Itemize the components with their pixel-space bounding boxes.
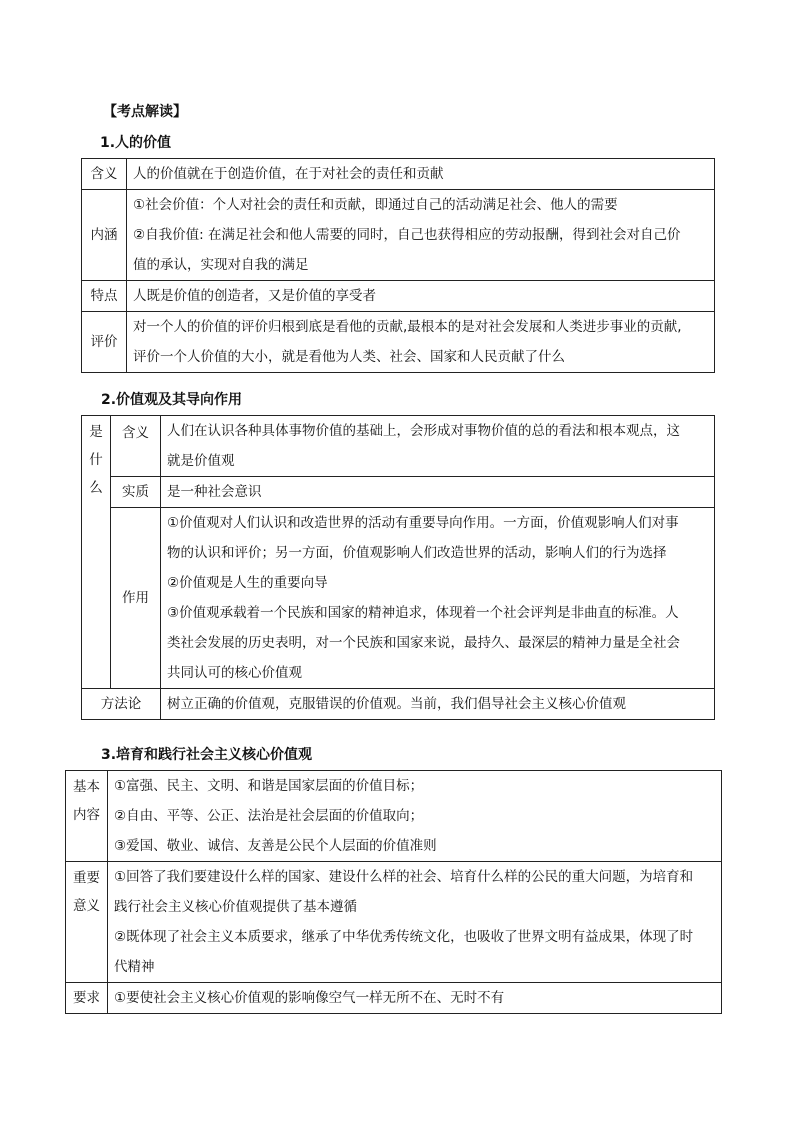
row-content [127, 281, 715, 312]
row-label: 特点 [82, 281, 127, 312]
row-label: 含义 [111, 416, 161, 477]
text-line: 对一个人的价值的评价归根到底是看他的贡献,最根本的是对社会发展和人类进步事业的贡献, [133, 319, 682, 335]
group-label-char: 么 [89, 480, 103, 496]
text-line: 人们在认识各种具体事物价值的基础上，会形成对事物价值的总的看法和根本观点，这 [167, 423, 680, 439]
row-label: 作用 [111, 508, 161, 689]
row-content [161, 477, 715, 508]
row-label-line: 要求 [73, 990, 100, 1006]
group-label-char: 是 [89, 424, 103, 440]
row-label-line: 基本 [73, 779, 100, 795]
text-line: ②自我价值: 在满足社会和他人需要的同时，自己也获得相应的劳动报酬，得到社会对自己价 [133, 227, 681, 243]
row-content [108, 983, 722, 1014]
row-label: 实质 [111, 477, 161, 508]
row-label [66, 983, 108, 1014]
table-row [82, 416, 715, 477]
row-label-line: 重要 [73, 870, 100, 886]
row-content [127, 190, 715, 281]
row-content [127, 159, 715, 190]
text-line: 评价一个人价值的大小，就是看他为人类、社会、国家和人民贡献了什么 [133, 349, 565, 365]
row-content [161, 416, 715, 477]
text-line: 树立正确的价值观，克服错误的价值观。当前，我们倡导社会主义核心价值观 [167, 696, 626, 712]
table-row [82, 312, 715, 373]
s3-table [65, 770, 722, 1014]
text-line: 就是价值观 [167, 453, 235, 469]
row-label [66, 862, 108, 983]
row-content [108, 862, 722, 983]
s2-title: 2.价值观及其导向作用 [101, 392, 243, 408]
table-row [82, 508, 715, 689]
text-line: 物的认识和评价；另一方面，价值观影响人们改造世界的活动，影响人们的行为选择 [167, 545, 667, 561]
text-line: 人既是价值的创造者，又是价值的享受者 [133, 288, 376, 304]
row-content [108, 771, 722, 862]
text-line: 共同认可的核心价值观 [167, 665, 302, 681]
text-line: 类社会发展的历史表明，对一个民族和国家来说，最持久、最深层的精神力量是全社会 [167, 635, 680, 651]
group-label [82, 416, 111, 689]
row-label: 内涵 [82, 190, 127, 281]
row-label: 评价 [82, 312, 127, 373]
table-row [82, 159, 715, 190]
table-row [82, 689, 715, 720]
row-content [127, 312, 715, 373]
table-row [82, 477, 715, 508]
row-label [66, 771, 108, 862]
table-row [66, 983, 722, 1014]
text-line: 代精神 [114, 959, 155, 975]
text-line: 值的承认，实现对自我的满足 [133, 257, 309, 273]
text-line: 践行社会主义核心价值观提供了基本遵循 [114, 899, 357, 915]
s1-table [81, 158, 715, 373]
s2-table [81, 415, 715, 720]
table-row [82, 190, 715, 281]
text-line: ③爱国、敬业、诚信、友善是公民个人层面的价值准则 [114, 838, 437, 854]
table-row [82, 281, 715, 312]
table-row [66, 771, 722, 862]
s1-title: 1.人的价值 [100, 135, 172, 151]
text-line: ①要使社会主义核心价值观的影响像空气一样无所不在、无时不有 [114, 990, 505, 1006]
s3-title: 3.培育和践行社会主义核心价值观 [101, 747, 313, 763]
text-line: ①回答了我们要建设什么样的国家、建设什么样的社会、培育什么样的公民的重大问题，为培育和 [114, 869, 694, 885]
table-row [66, 862, 722, 983]
row-content [161, 508, 715, 689]
text-line: ①价值观对人们认识和改造世界的活动有重要导向作用。一方面，价值观影响人们对事 [167, 515, 679, 531]
text-line: ②价值观是人生的重要向导 [167, 575, 328, 591]
row-label: 含义 [82, 159, 127, 190]
row-label: 方法论 [82, 689, 161, 720]
row-label-line: 内容 [73, 807, 100, 823]
text-line: 是一种社会意识 [167, 484, 262, 500]
row-label-line: 意义 [73, 898, 100, 914]
text-line: ①富强、民主、文明、和谐是国家层面的价值目标； [114, 778, 424, 794]
row-content [161, 689, 715, 720]
text-line: ③价值观承载着一个民族和国家的精神追求，体现着一个社会评判是非曲直的标准。人 [167, 605, 679, 621]
section-title: 【考点解读】 [103, 104, 187, 120]
text-line: ②自由、平等、公正、法治是社会层面的价值取向； [114, 808, 424, 824]
text-line: ①社会价值：个人对社会的责任和贡献，即通过自己的活动满足社会、他人的需要 [133, 197, 618, 213]
text-line: 人的价值就在于创造价值，在于对社会的责任和贡献 [133, 166, 444, 182]
text-line: ②既体现了社会主义本质要求，继承了中华优秀传统文化，也吸收了世界文明有益成果，体现了时 [114, 929, 694, 945]
group-label-char: 什 [89, 452, 103, 468]
